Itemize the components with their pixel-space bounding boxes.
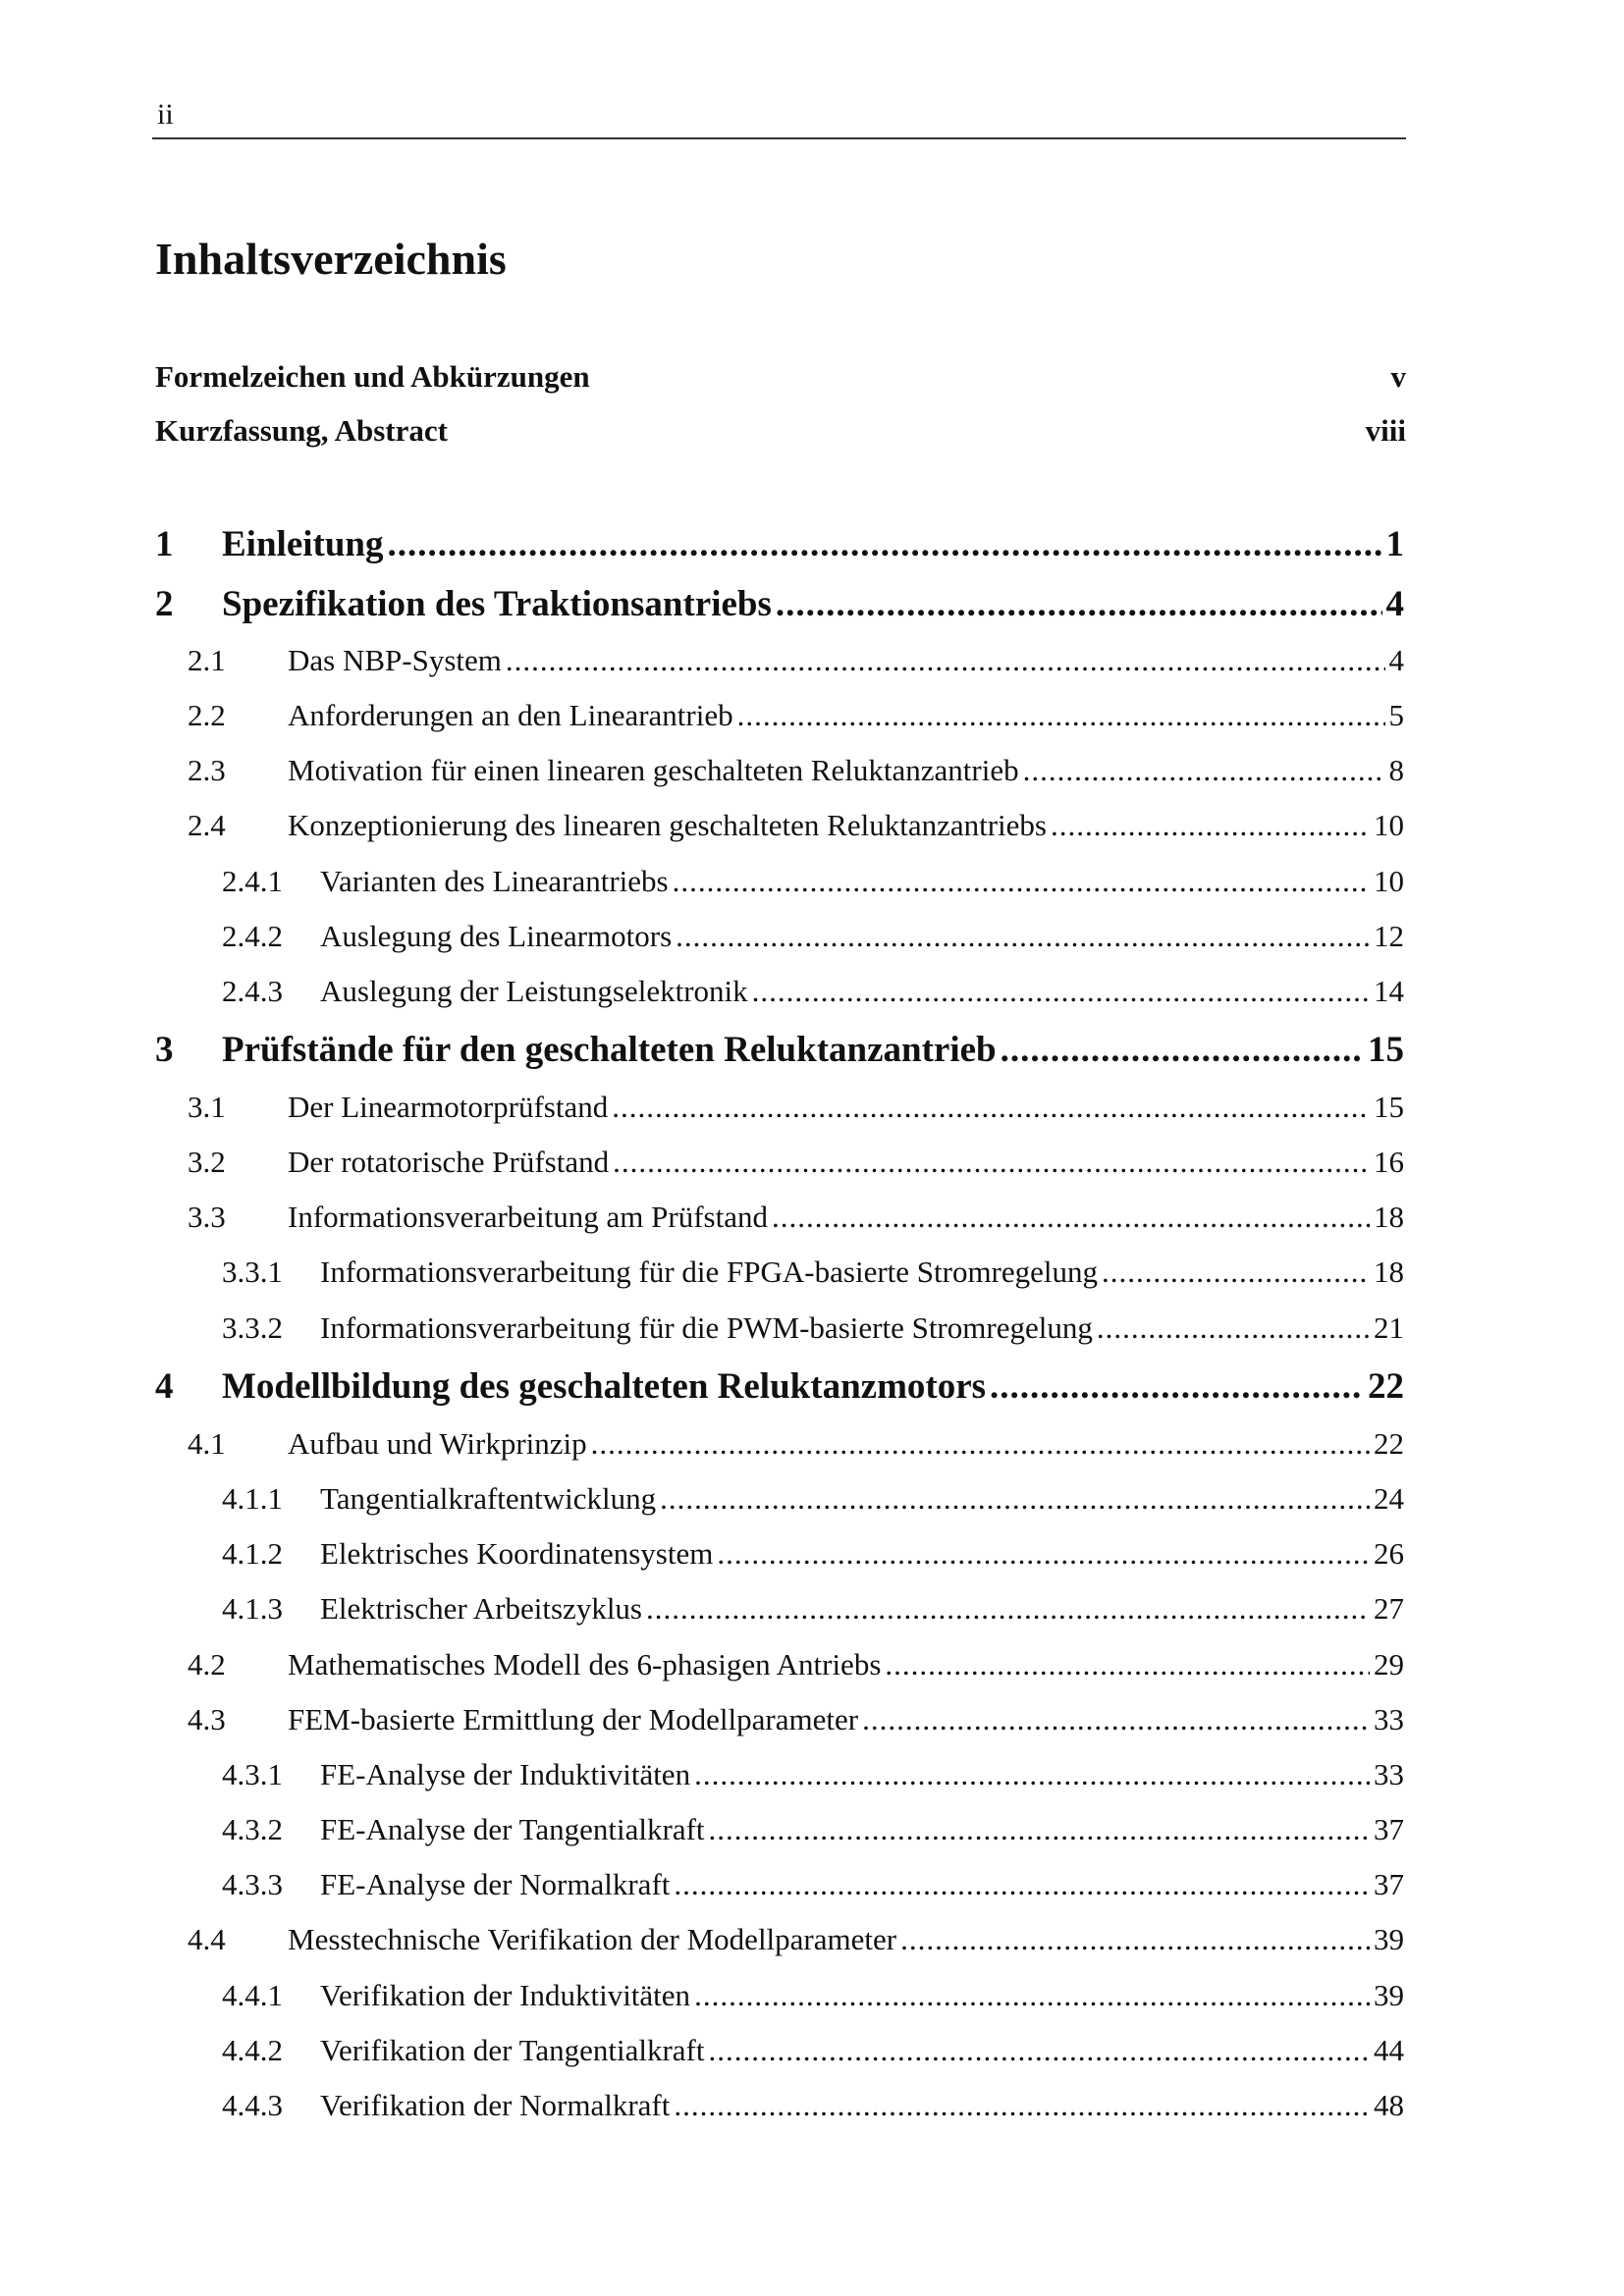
toc-dot-leader	[676, 917, 1370, 956]
toc-dot-leader	[900, 1920, 1370, 1959]
toc-section-entry[interactable]	[155, 1645, 1404, 1684]
toc-dot-leader	[752, 972, 1370, 1011]
toc-entry-title: Anforderungen an den Linearantrieb	[288, 698, 733, 732]
toc-entry-title: Motivation für einen linearen geschalteten Reluktanzantrieb	[288, 753, 1019, 787]
toc-entry-page: 33	[1374, 1757, 1404, 1791]
toc-chapter-entry[interactable]	[155, 1027, 1404, 1074]
toc-dot-leader	[674, 1865, 1370, 1904]
toc-entry-title: Informationsverarbeitung für die FPGA-basierte Stromregelung	[320, 1255, 1099, 1289]
toc-entry-page: 21	[1374, 1310, 1404, 1345]
toc-dot-leader	[885, 1645, 1370, 1684]
toc-entry-title: Der Linearmotorprüfstand	[288, 1090, 609, 1124]
toc-entry-number: 4.4.3	[222, 2088, 283, 2122]
toc-entry-page: 15	[1374, 1090, 1404, 1124]
toc-dot-leader	[776, 581, 1382, 628]
toc-entry-title: Messtechnische Verifikation der Modellparameter	[288, 1922, 897, 1956]
toc-subsection-entry[interactable]	[155, 1253, 1404, 1292]
front-matter-page: v	[1390, 359, 1406, 394]
toc-entry-title: FE-Analyse der Normalkraft	[320, 1867, 671, 1901]
toc-entry-title: Verifikation der Tangentialkraft	[320, 2033, 705, 2067]
toc-entry-page: 48	[1374, 2088, 1404, 2122]
toc-section-entry[interactable]	[155, 1143, 1404, 1182]
toc-entry-page: 29	[1374, 1647, 1404, 1682]
toc-entry-number: 4.3.2	[222, 1812, 283, 1846]
toc-entry-number: 3.2	[188, 1145, 226, 1179]
toc-subsection-entry[interactable]	[155, 2031, 1404, 2070]
toc-subsection-entry[interactable]	[155, 1755, 1404, 1794]
toc-subsection-entry[interactable]	[155, 1865, 1404, 1904]
toc-entry-title: Informationsverarbeitung am Prüfstand	[288, 1200, 768, 1234]
toc-entry-number: 4.3	[188, 1702, 226, 1736]
toc-dot-leader	[717, 1534, 1370, 1574]
toc-dot-leader	[660, 1479, 1370, 1519]
toc-chapter-entry[interactable]	[155, 581, 1404, 628]
toc-entry-title: Konzeptionierung des linearen geschalteten Reluktanzantriebs	[288, 808, 1047, 842]
toc-entry-number: 2.2	[188, 698, 226, 732]
toc-section-entry[interactable]	[155, 1198, 1404, 1237]
toc-entry-page: 39	[1374, 1922, 1404, 1956]
toc-subsection-entry[interactable]	[155, 917, 1404, 956]
toc-entry-number: 4.4	[188, 1922, 226, 1956]
toc-title: Inhaltsverzeichnis	[155, 234, 507, 284]
toc-entry-title: Aufbau und Wirkprinzip	[288, 1426, 587, 1461]
toc-chapter-entry[interactable]	[155, 1363, 1404, 1411]
toc-entry-title: Das NBP-System	[288, 643, 502, 677]
toc-entry-page: 18	[1374, 1200, 1404, 1234]
toc-entry-page: 8	[1388, 753, 1404, 787]
toc-entry-number: 2.4	[188, 808, 226, 842]
toc-dot-leader	[862, 1700, 1370, 1739]
toc-dot-leader	[1051, 806, 1370, 845]
toc-dot-leader	[388, 521, 1382, 568]
toc-section-entry[interactable]	[155, 1700, 1404, 1739]
toc-entry-page: 24	[1374, 1481, 1404, 1516]
toc-entry-page: 27	[1374, 1591, 1404, 1626]
toc-entry-title: Einleitung	[222, 524, 384, 564]
toc-entry-page: 5	[1388, 698, 1404, 732]
toc-entry-page: 14	[1374, 974, 1404, 1008]
toc-subsection-entry[interactable]	[155, 1810, 1404, 1849]
toc-dot-leader	[591, 1424, 1370, 1464]
toc-dot-leader	[673, 862, 1370, 901]
toc-entry-number: 3	[155, 1030, 174, 1070]
toc-chapter-entry[interactable]	[155, 521, 1404, 568]
toc-entry-title: Verifikation der Normalkraft	[320, 2088, 671, 2122]
toc-entry-title: FE-Analyse der Tangentialkraft	[320, 1812, 705, 1846]
toc-entry-number: 2.3	[188, 753, 226, 787]
toc-section-entry[interactable]	[155, 641, 1404, 680]
toc-entry-page: 18	[1374, 1255, 1404, 1289]
toc-section-entry[interactable]	[155, 1088, 1404, 1127]
toc-entry-page: 16	[1374, 1145, 1404, 1179]
front-matter-title: Formelzeichen und Abkürzungen	[155, 359, 590, 394]
toc-entry-title: Verifikation der Induktivitäten	[320, 1978, 691, 2012]
toc-entry-title: Elektrischer Arbeitszyklus	[320, 1591, 642, 1626]
toc-dot-leader	[990, 1363, 1364, 1411]
toc-section-entry[interactable]	[155, 696, 1404, 735]
toc-entry-number: 2.1	[188, 643, 226, 677]
toc-entry-number: 4.4.2	[222, 2033, 283, 2067]
front-matter-entry[interactable]	[155, 359, 1406, 395]
toc-entry-number: 4.3.3	[222, 1867, 283, 1901]
toc-entry-page: 15	[1368, 1030, 1404, 1070]
toc-entry-number: 2.4.1	[222, 864, 283, 898]
toc-subsection-entry[interactable]	[155, 1308, 1404, 1348]
toc-dot-leader	[1023, 751, 1385, 790]
toc-section-entry[interactable]	[155, 1424, 1404, 1464]
toc-entry-page: 33	[1374, 1702, 1404, 1736]
header-rule	[152, 137, 1406, 139]
toc-entry-number: 4.1	[188, 1426, 226, 1461]
toc-entry-page: 37	[1374, 1867, 1404, 1901]
header-page-number: ii	[157, 98, 174, 131]
toc-subsection-entry[interactable]	[155, 1479, 1404, 1519]
toc-entry-title: Auslegung des Linearmotors	[320, 919, 673, 953]
toc-entry-page: 22	[1368, 1366, 1404, 1407]
toc-section-entry[interactable]	[155, 806, 1404, 845]
toc-entry-number: 4.4.1	[222, 1978, 283, 2012]
toc-entry-title: FEM-basierte Ermittlung der Modellparameter	[288, 1702, 859, 1736]
toc-dot-leader	[613, 1143, 1370, 1182]
toc-entry-number: 4.2	[188, 1647, 226, 1682]
toc-entry-title: Elektrisches Koordinatensystem	[320, 1536, 714, 1571]
toc-dot-leader	[646, 1589, 1370, 1629]
toc-entry-title: Informationsverarbeitung für die PWM-basierte Stromregelung	[320, 1310, 1093, 1345]
toc-entry-page: 22	[1374, 1426, 1404, 1461]
toc-dot-leader	[772, 1198, 1370, 1237]
toc-entry-title: Varianten des Linearantriebs	[320, 864, 669, 898]
toc-entry-number: 4.1.3	[222, 1591, 283, 1626]
toc-entry-title: Auslegung der Leistungselektronik	[320, 974, 748, 1008]
toc-entry-page: 1	[1385, 524, 1404, 564]
toc-subsection-entry[interactable]	[155, 862, 1404, 901]
toc-dot-leader	[506, 641, 1385, 680]
toc-dot-leader	[1097, 1308, 1370, 1348]
toc-entry-title: Prüfstände für den geschalteten Reluktanzantrieb	[222, 1030, 997, 1070]
toc-entry-title: Modellbildung des geschalteten Reluktanzmotors	[222, 1366, 987, 1407]
front-matter-title: Kurzfassung, Abstract	[155, 413, 448, 448]
toc-entry-title: Spezifikation des Traktionsantriebs	[222, 584, 772, 624]
toc-entry-number: 4.3.1	[222, 1757, 283, 1791]
toc-dot-leader	[737, 696, 1385, 735]
toc-entry-title: FE-Analyse der Induktivitäten	[320, 1757, 691, 1791]
toc-entry-page: 44	[1374, 2033, 1404, 2067]
toc-dot-leader	[709, 2031, 1371, 2070]
toc-subsection-entry[interactable]	[155, 1589, 1404, 1629]
toc-entry-title: Tangentialkraftentwicklung	[320, 1481, 657, 1516]
toc-entry-number: 4	[155, 1366, 174, 1407]
front-matter-entry[interactable]	[155, 413, 1406, 449]
toc-entry-page: 37	[1374, 1812, 1404, 1846]
toc-dot-leader	[694, 1755, 1370, 1794]
toc-entry-number: 2.4.3	[222, 974, 283, 1008]
toc-subsection-entry[interactable]	[155, 1976, 1404, 2015]
toc-entry-number: 3.3.2	[222, 1310, 283, 1345]
toc-entry-number: 1	[155, 524, 174, 564]
toc-entry-page: 10	[1374, 808, 1404, 842]
toc-subsection-entry[interactable]	[155, 1534, 1404, 1574]
toc-entry-number: 3.3.1	[222, 1255, 283, 1289]
toc-entry-number: 4.1.2	[222, 1536, 283, 1571]
toc-dot-leader	[709, 1810, 1370, 1849]
toc-section-entry[interactable]	[155, 1920, 1404, 1959]
toc-entry-number: 4.1.1	[222, 1481, 283, 1516]
toc-entry-number: 2	[155, 584, 174, 624]
toc-entry-title: Mathematisches Modell des 6-phasigen Antriebs	[288, 1647, 882, 1682]
toc-subsection-entry[interactable]	[155, 972, 1404, 1011]
toc-entry-number: 2.4.2	[222, 919, 283, 953]
toc-dot-leader	[694, 1976, 1370, 2015]
toc-dot-leader	[612, 1088, 1370, 1127]
toc-entry-page: 4	[1385, 584, 1404, 624]
toc-entry-number: 3.1	[188, 1090, 226, 1124]
toc-subsection-entry[interactable]	[155, 2086, 1404, 2125]
front-matter-page: viii	[1365, 413, 1406, 448]
toc-entry-page: 26	[1374, 1536, 1404, 1571]
toc-dot-leader	[1001, 1027, 1364, 1074]
toc-entry-page: 10	[1374, 864, 1404, 898]
toc-entry-page: 4	[1388, 643, 1404, 677]
toc-section-entry[interactable]	[155, 751, 1404, 790]
toc-entry-title: Der rotatorische Prüfstand	[288, 1145, 610, 1179]
toc-dot-leader	[674, 2086, 1370, 2125]
toc-entry-page: 12	[1374, 919, 1404, 953]
toc-entry-number: 3.3	[188, 1200, 226, 1234]
toc-dot-leader	[1102, 1253, 1370, 1292]
toc-entry-page: 39	[1374, 1978, 1404, 2012]
